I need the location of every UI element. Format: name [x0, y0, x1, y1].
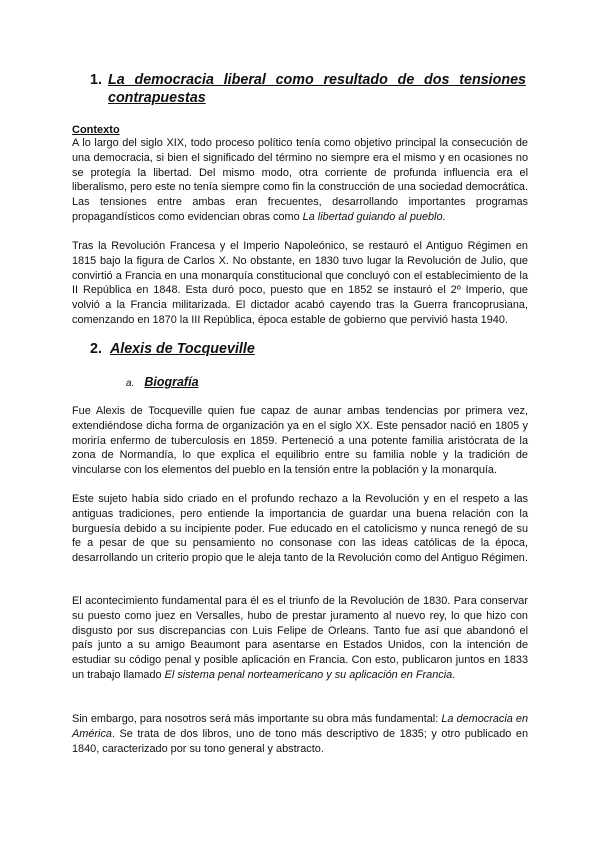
biography-paragraph-4-end: . Se trata de dos libros, uno de tono más descriptivo de 1835; y otro publicado en 1840, caracterizado por su tono general y abstracto. [72, 727, 528, 755]
section-1-number: 1. [90, 72, 102, 88]
biography-paragraph-3-work-title: El sistema penal norteamericano y su aplicación en Francia [164, 668, 453, 681]
context-label: Contexto [72, 124, 120, 136]
subsection-a-heading [126, 374, 199, 392]
biography-paragraph-4-text: Sin embargo, para nosotros será más importante su obra más fundamental: [72, 713, 442, 725]
section-1-heading [90, 71, 526, 107]
biography-paragraph-4 [72, 712, 528, 756]
section-2-number: 2. [90, 341, 102, 357]
biography-paragraph-3-end: . [452, 668, 456, 681]
section-1-title-line-1: La democracia liberal como resultado de dos tensiones [108, 72, 526, 88]
biography-paragraph-3-text: El acontecimiento fundamental para él es el triunfo de la Revolución de 1830. Para conservar su puesto como juez en Versalles, hubo de prestar juramento al nuevo rey, lo que hizo con disgusto por sus discrepancias con Luis Felipe de Orleans. Tanto fue así que abandonó el país junto a su amigo Beaumont para asentarse en Estados Unidos, con la intención de estudiar su código penal y posible aplicación en Francia. Con esto, publicaron juntos en 1833 un trabajo llamado [72, 595, 528, 681]
section-2-heading [90, 340, 255, 358]
biography-paragraph-4-work-title: La democracia en América [72, 713, 529, 740]
context-paragraph-2: Tras la Revolución Francesa y el Imperio Napoleónico, se restauró el Antiguo Régimen en 1815 bajo la figura de Carlos X. No obstante, en 1830 tuvo lugar la Revolución de Julio, que convirtió a Francia en una monarquía constitucional que concluyó con el establecimiento de la II República en 1848. Esta duró poco, puesto que en 1852 se instauró el 2º Imperio, que volvió a la Francia militarizada. El dictador acabó cayendo tras la Guerra francoprusiana, comenzando en 1870 la III República, época estable de gobierno que pervivió hasta 1940. [72, 240, 528, 326]
biography-paragraph-2: Este sujeto había sido criado en el profundo rechazo a la Revolución y en el respeto a las antiguas tradiciones, pero entiende la importancia de guardar una buena relación con la burguesía debido a su incipiente poder. Fue educado en el catolicismo y nunca renegó de su fe a pesar de que su pensamiento no consonase con las ideas católicas de la época, desarrollando un criterio propio que le aleja tanto de la Revolución como del Antiguo Régimen. [72, 493, 528, 564]
context-paragraph-1-text: A lo largo del siglo XIX, todo proceso político tenía como objetivo principal la consecución de una democracia, si bien el significado del término no siempre era el mismo y en ocasiones no se protegía la libertad. Del mismo modo, otra corriente de profunda influencia era el liberalismo, pero este no tenía siempre como fin la construcción de una sociedad democrática. Las tensiones entre ambas eran frecuentes, desarrollando importantes programas propagandísticos como evidencian obras como [72, 137, 528, 223]
biography-paragraph-1: Fue Alexis de Tocqueville quien fue capaz de aunar ambas tendencias por primera vez, extendiéndose dicha forma de organización ya en el siglo XX. Este pensador nació en 1805 y moriría enfermo de tuberculosis en 1859. Perteneció a una potente familia aristócrata de la zona de Normandía, lo que explica el equilibrio entre su familia noble y la tradición de vincularse con los elementos del pueblo en la tensión entre la población y la monarquía. [72, 405, 528, 476]
context-paragraph-1-end: . [442, 210, 446, 223]
subsection-a-number: a. [126, 378, 135, 389]
section-2-title: Alexis de Tocqueville [109, 341, 255, 357]
context-paragraph-1 [72, 136, 528, 225]
context-paragraph-1-artwork-title: La libertad guiando al pueblo [302, 210, 443, 223]
section-1-title-line-2: contrapuestas [108, 90, 206, 106]
biography-paragraph-3 [72, 594, 528, 683]
subsection-a-title: Biografía [144, 375, 199, 389]
